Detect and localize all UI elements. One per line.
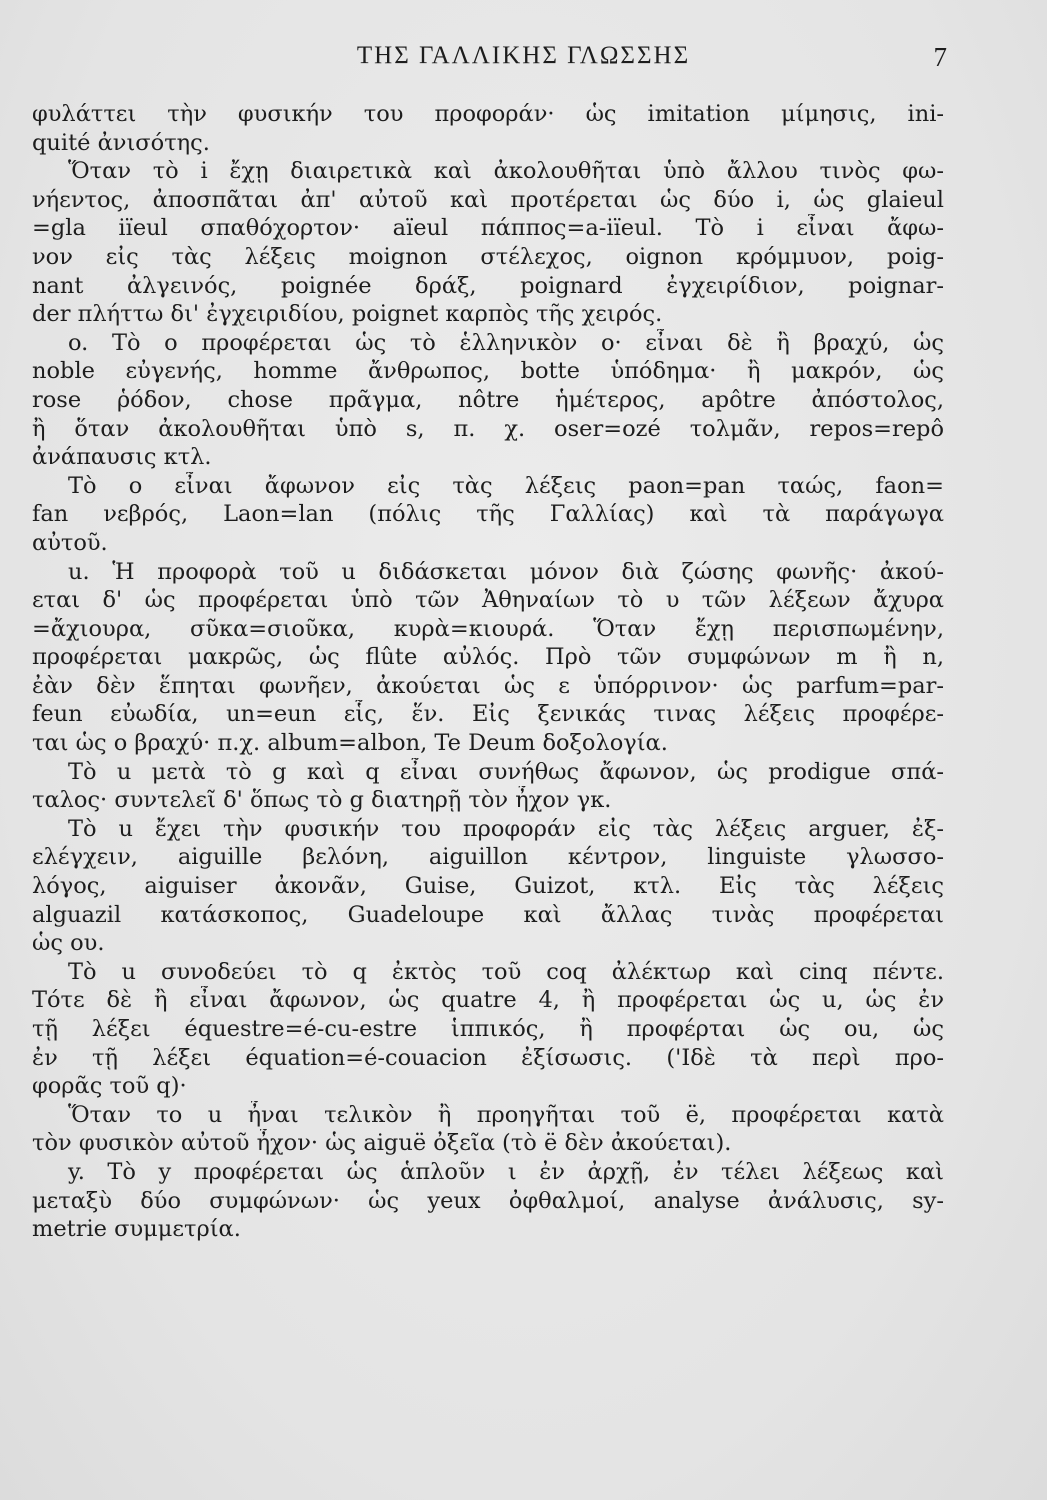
page-number: 7 bbox=[933, 42, 947, 72]
body-text bbox=[32, 100, 944, 1244]
text-line: o. Τὸ o προφέρεται ὡς τὸ ἑλληνικὸν ο· εἶναι δὲ ἢ βραχύ, ὡς bbox=[68, 329, 944, 356]
text-line: νον εἰς τὰς λέξεις moignon στέλεχος, oignon κρόμμυον, poig- bbox=[32, 243, 944, 270]
text-line: φορᾶς τοῦ q)· bbox=[32, 1073, 187, 1100]
text-line: Τὸ o εἶναι ἄφωνον εἰς τὰς λέξεις paon=pan ταώς, faon= bbox=[68, 472, 944, 499]
text-line: ταλος· συντελεῖ δ' ὅπως τὸ g διατηρῇ τὸν ἦχον γκ. bbox=[32, 787, 612, 814]
text-line: ἢ ὅταν ἀκολουθῆται ὑπὸ s, π. χ. oser=ozé τολμᾶν, repos=repô bbox=[32, 415, 944, 442]
text-line: τὸν φυσικὸν αὐτοῦ ἦχον· ὡς aiguë ὀξεῖα (τὸ ë δὲν ἀκούεται). bbox=[32, 1130, 732, 1157]
page-header bbox=[0, 38, 1047, 78]
text-line: νήεντος, ἀποσπᾶται ἀπ' αὐτοῦ καὶ προτέρεται ὡς δύο i, ὡς glaieul bbox=[32, 186, 944, 213]
text-line: feun εὐωδία, un=eun εἷς, ἕν. Εἰς ξενικάς τινας λέξεις προφέρε- bbox=[32, 701, 944, 728]
text-line: μεταξὺ δύο συμφώνων· ὡς yeux ὀφθαλμοί, analyse ἀνάλυσις, sy- bbox=[32, 1187, 944, 1214]
text-line: nant ἀλγεινός, poignée δράξ, poignard ἐγχειρίδιον, poignar- bbox=[32, 272, 944, 299]
text-line: Τὸ u συνοδεύει τὸ q ἐκτὸς τοῦ coq ἀλέκτωρ καὶ cinq πέντε. bbox=[68, 958, 944, 985]
text-line: ὡς ου. bbox=[32, 930, 105, 957]
text-line: προφέρεται μακρῶς, ὡς flûte αὐλός. Πρὸ τῶν συμφώνων m ἢ n, bbox=[32, 644, 944, 671]
text-line: τῇ λέξει équestre=é-cu-estre ἱππικός, ἢ προφέρται ὡς ou, ὡς bbox=[32, 1016, 944, 1042]
text-line: y. Τὸ y προφέρεται ὡς ἁπλοῦν ι ἐν ἀρχῇ, ἐν τέλει λέξεως καὶ bbox=[68, 1158, 944, 1185]
text-line: αὐτοῦ. bbox=[32, 529, 108, 556]
text-line: Τὸ u ἔχει τὴν φυσικήν του προφοράν εἰς τὰς λέξεις arguer, ἐξ- bbox=[68, 815, 944, 842]
text-line: quité ἀνισότης. bbox=[32, 129, 210, 156]
text-line: rose ῥόδον, chose πρᾶγμα, nôtre ἡμέτερος, apôtre ἀπόστολος, bbox=[32, 386, 944, 413]
text-line: u. Ἡ προφορὰ τοῦ u διδάσκεται μόνον διὰ ζώσης φωνῆς· ἀκού- bbox=[68, 558, 944, 585]
text-line: φυλάττει τὴν φυσικήν του προφοράν· ὡς imitation μίμησις, ini- bbox=[32, 101, 944, 127]
text-line: Τότε δὲ ἢ εἶναι ἄφωνον, ὡς quatre 4, ἢ προφέρεται ὡς u, ὡς ἐν bbox=[32, 987, 944, 1014]
text-line: Ὅταν το u ἦναι τελικὸν ἢ προηγῆται τοῦ ë, προφέρεται κατὰ bbox=[68, 1101, 944, 1128]
text-line: ἀνάπαυσις κτλ. bbox=[32, 444, 212, 471]
text-line: alguazil κατάσκοπος, Guadeloupe καὶ ἄλλας τινὰς προφέρεται bbox=[32, 901, 944, 928]
text-line: =ἄχιουρα, σῦκα=σιοῦκα, κυρὰ=κιουρά. Ὅταν ἔχῃ περισπωμένην, bbox=[32, 615, 944, 642]
text-line: ἐν τῇ λέξει équation=é-couacion ἐξίσωσις. ('Ιδὲ τὰ περὶ προ- bbox=[32, 1044, 944, 1071]
text-line: ται ὡς o βραχύ· π.χ. album=albon, Te Deum δοξολογία. bbox=[32, 730, 668, 757]
text-line: metrie συμμετρία. bbox=[32, 1216, 241, 1243]
running-head: ΤΗΣ ΓΑΛΛΙΚΗΣ ΓΛΩΣΣΗΣ bbox=[356, 42, 691, 69]
text-line: Ὅταν τὸ i ἔχῃ διαιρετικὰ καὶ ἀκολουθῆται ὑπὸ ἄλλου τινὸς φω- bbox=[68, 158, 944, 185]
text-line: ἐὰν δὲν ἕπηται φωνῆεν, ἀκούεται ὡς ε ὑπόρρινον· ὡς parfum=par- bbox=[32, 672, 944, 699]
text-line: Τὸ u μετὰ τὸ g καὶ q εἶναι συνήθως ἄφωνον, ὡς prodigue σπά- bbox=[68, 758, 944, 785]
text-line: noble εὐγενής, homme ἄνθρωπος, botte ὑπόδημα· ἢ μακρόν, ὡς bbox=[32, 358, 944, 385]
text-line: εται δ' ὡς προφέρεται ὑπὸ τῶν Ἀθηναίων τὸ υ τῶν λέξεων ἄχυρα bbox=[32, 587, 944, 614]
text-line: λόγος, aiguiser ἀκονᾶν, Guise, Guizot, κτλ. Εἰς τὰς λέξεις bbox=[32, 873, 944, 900]
text-line: der πλήττω δι' ἐγχειριδίου, poignet καρπὸς τῆς χειρός. bbox=[32, 301, 663, 328]
text-line: =gla iïeul σπαθόχορτον· aïeul πάππος=a-iïeul. Τὸ i εἶναι ἄφω- bbox=[32, 215, 944, 242]
text-line: ελέγχειν, aiguille βελόνη, aiguillon κέντρον, linguiste γλωσσο- bbox=[32, 844, 944, 871]
text-line: fan νεβρός, Laon=lan (πόλις τῆς Γαλλίας) καὶ τὰ παράγωγα bbox=[32, 501, 944, 528]
